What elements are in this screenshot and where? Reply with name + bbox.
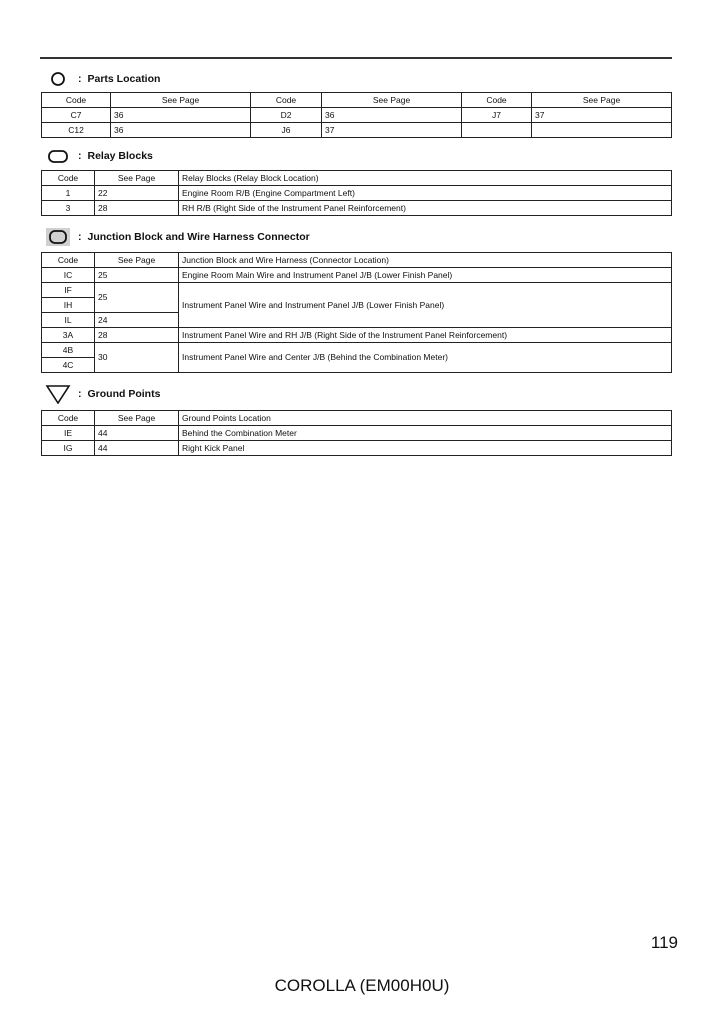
table-header-row	[42, 171, 672, 186]
header-cell: Code	[42, 253, 95, 268]
code-cell: IF	[42, 283, 95, 298]
top-rule	[40, 57, 672, 59]
ground-points-table	[41, 410, 672, 456]
table-row	[42, 328, 672, 343]
page-cell: 28	[95, 201, 179, 216]
colon: :	[78, 388, 82, 400]
code-cell: J6	[251, 123, 322, 138]
code-cell: 3	[42, 201, 95, 216]
colon: :	[78, 231, 82, 243]
code-cell: 4C	[42, 358, 95, 373]
code-cell: D2	[251, 108, 322, 123]
colon: :	[78, 73, 82, 85]
table-row	[42, 343, 672, 358]
table-header-row	[42, 411, 672, 426]
relay-blocks-heading	[44, 146, 153, 166]
footer-model: COROLLA (EM00H0U)	[274, 976, 450, 995]
page-cell: 22	[95, 186, 179, 201]
section-title: Relay Blocks	[87, 150, 153, 162]
page-cell: 28	[95, 328, 179, 343]
location-cell: RH R/B (Right Side of the Instrument Panel Reinforcement)	[179, 201, 672, 216]
junction-block-heading	[44, 227, 310, 247]
location-cell: Instrument Panel Wire and RH J/B (Right Side of the Instrument Panel Reinforcement)	[179, 328, 672, 343]
location-cell: Instrument Panel Wire and Center J/B (Behind the Combination Meter)	[179, 343, 672, 373]
relay-blocks-table	[41, 170, 672, 216]
code-cell: C7	[42, 108, 111, 123]
header-cell: See Page	[95, 171, 179, 186]
page-cell: 25	[95, 283, 179, 313]
header-cell: Code	[42, 171, 95, 186]
code-cell: 4B	[42, 343, 95, 358]
location-cell: Instrument Panel Wire and Instrument Panel J/B (Lower Finish Panel)	[179, 283, 672, 328]
page-cell: 24	[95, 313, 179, 328]
header-cell: See Page	[111, 93, 251, 108]
header-cell: Code	[462, 93, 532, 108]
table-row	[42, 108, 672, 123]
code-cell: J7	[462, 108, 532, 123]
location-cell: Right Kick Panel	[179, 441, 672, 456]
table-row	[42, 268, 672, 283]
location-cell: Engine Room R/B (Engine Compartment Left)	[179, 186, 672, 201]
rounded-rectangle-symbol-icon	[44, 146, 72, 166]
page-cell: 36	[322, 108, 462, 123]
header-cell: Relay Blocks (Relay Block Location)	[179, 171, 672, 186]
section-title: Ground Points	[87, 388, 161, 400]
code-cell: IC	[42, 268, 95, 283]
header-cell: Junction Block and Wire Harness (Connector Location)	[179, 253, 672, 268]
page-cell: 44	[95, 441, 179, 456]
table-row	[42, 186, 672, 201]
shaded-rounded-rectangle-symbol-icon	[44, 227, 72, 247]
table-header-row	[42, 93, 672, 108]
parts-location-table	[41, 92, 672, 138]
code-cell: 3A	[42, 328, 95, 343]
header-cell: See Page	[532, 93, 672, 108]
table-row	[42, 441, 672, 456]
header-cell: See Page	[95, 411, 179, 426]
code-cell: IL	[42, 313, 95, 328]
down-triangle-symbol-icon	[44, 384, 72, 404]
page-cell: 36	[111, 123, 251, 138]
location-cell: Behind the Combination Meter	[179, 426, 672, 441]
location-cell: Engine Room Main Wire and Instrument Panel J/B (Lower Finish Panel)	[179, 268, 672, 283]
section-title: Parts Location	[87, 73, 161, 85]
header-cell: See Page	[322, 93, 462, 108]
header-cell: Ground Points Location	[179, 411, 672, 426]
table-row	[42, 426, 672, 441]
code-cell: C12	[42, 123, 111, 138]
page-cell: 36	[111, 108, 251, 123]
table-row	[42, 283, 672, 298]
table-row	[42, 201, 672, 216]
code-cell: IH	[42, 298, 95, 313]
ground-points-heading	[44, 384, 160, 404]
header-cell: Code	[251, 93, 322, 108]
page-cell: 25	[95, 268, 179, 283]
page-cell: 37	[322, 123, 462, 138]
header-cell: Code	[42, 93, 111, 108]
code-cell: IE	[42, 426, 95, 441]
junction-block-table	[41, 252, 672, 373]
page-cell	[532, 123, 672, 138]
circle-symbol-icon	[44, 69, 72, 89]
header-cell: See Page	[95, 253, 179, 268]
code-cell: IG	[42, 441, 95, 456]
table-row	[42, 123, 672, 138]
page-cell: 37	[532, 108, 672, 123]
page-cell: 30	[95, 343, 179, 373]
code-cell: 1	[42, 186, 95, 201]
parts-location-heading	[44, 69, 160, 89]
colon: :	[78, 150, 82, 162]
page-number: 119	[650, 933, 678, 952]
section-title: Junction Block and Wire Harness Connector	[87, 231, 310, 243]
table-header-row	[42, 253, 672, 268]
code-cell	[462, 123, 532, 138]
header-cell: Code	[42, 411, 95, 426]
page-cell: 44	[95, 426, 179, 441]
